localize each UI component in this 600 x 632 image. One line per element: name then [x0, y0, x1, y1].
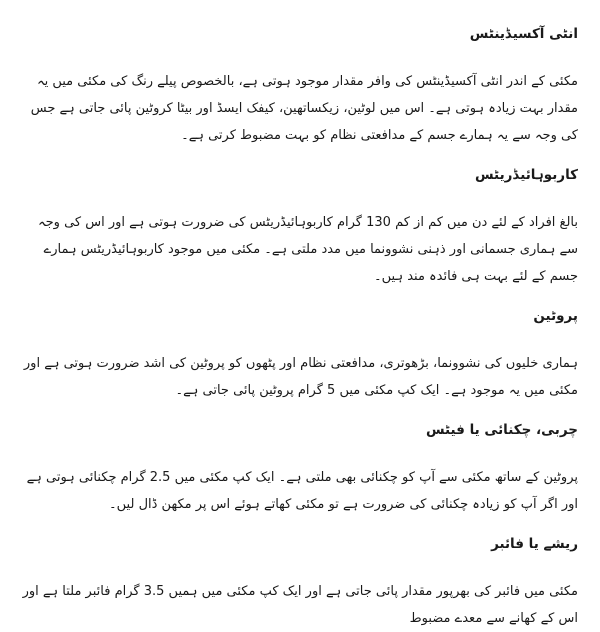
section-fiber	[22, 534, 578, 632]
section-heading: کاربوہائیڈریٹس	[474, 167, 578, 183]
section-antioxidants	[22, 24, 578, 149]
section-heading: انٹی آکسیڈینٹس	[469, 26, 578, 42]
section-paragraph: ہماری خلیوں کی نشوونما، بڑھوتری، مدافعتی نظام اور پٹھوں کو پروٹین کی اشد ضرورت ہوتی ہے اور مکئی میں یہ موجود ہے۔ ایک کپ مکئی میں 5 گرام پروٹین پائی جاتی ہے۔	[23, 356, 578, 398]
section-paragraph: بالغ افراد کے لئے دن میں کم از کم 130 گرام کاربوہائیڈریٹس کی ضرورت ہوتی ہے اور اس کی وجہ سے ہماری جسمانی اور ذہنی نشوونما میں مدد ملتی ہے۔ مکئی میں موجود کاربوہائیڈریٹس ہمارے جسم کے لئے بہت ہی فائدہ مند ہیں۔	[38, 215, 578, 284]
section-protein	[22, 306, 578, 404]
section-heading: چربی، چکنائی یا فیٹس	[425, 422, 578, 438]
section-carbohydrates	[22, 165, 578, 290]
section-paragraph: پروٹین کے ساتھ مکئی سے آپ کو چکنائی بھی ملتی ہے۔ ایک کپ مکئی میں 2.5 گرام چکنائی ہوتی ہے اور اگر آپ کو زیادہ چکنائی کی ضرورت ہے تو مکئی کھاتے ہوئے اس پر مکھن ڈال لیں۔	[26, 470, 578, 512]
section-fats	[22, 420, 578, 518]
section-heading: پروٹین	[533, 308, 578, 324]
section-heading: ریشے یا فائبر	[491, 536, 578, 552]
section-paragraph: مکئی میں فائبر کی بھرپور مقدار پائی جاتی ہے اور ایک کپ مکئی میں ہمیں 3.5 گرام فائبر ملتا ہے اور اس کے کھانے سے معدے مضبوط	[22, 584, 578, 626]
section-paragraph: مکئی کے اندر انٹی آکسیڈینٹس کی وافر مقدار موجود ہوتی ہے، بالخصوص پیلے رنگ کی مکئی میں یہ مقدار بہت زیادہ ہوتی ہے۔ اس میں لوٹین، زیکساتھین، کیفک ایسڈ اور بیٹا کروٹین پائی جاتی ہے جس کی وجہ سے یہ ہمارے جسم کے مدافعتی نظام کو بہت مضبوط کرتی ہے۔	[30, 74, 578, 143]
